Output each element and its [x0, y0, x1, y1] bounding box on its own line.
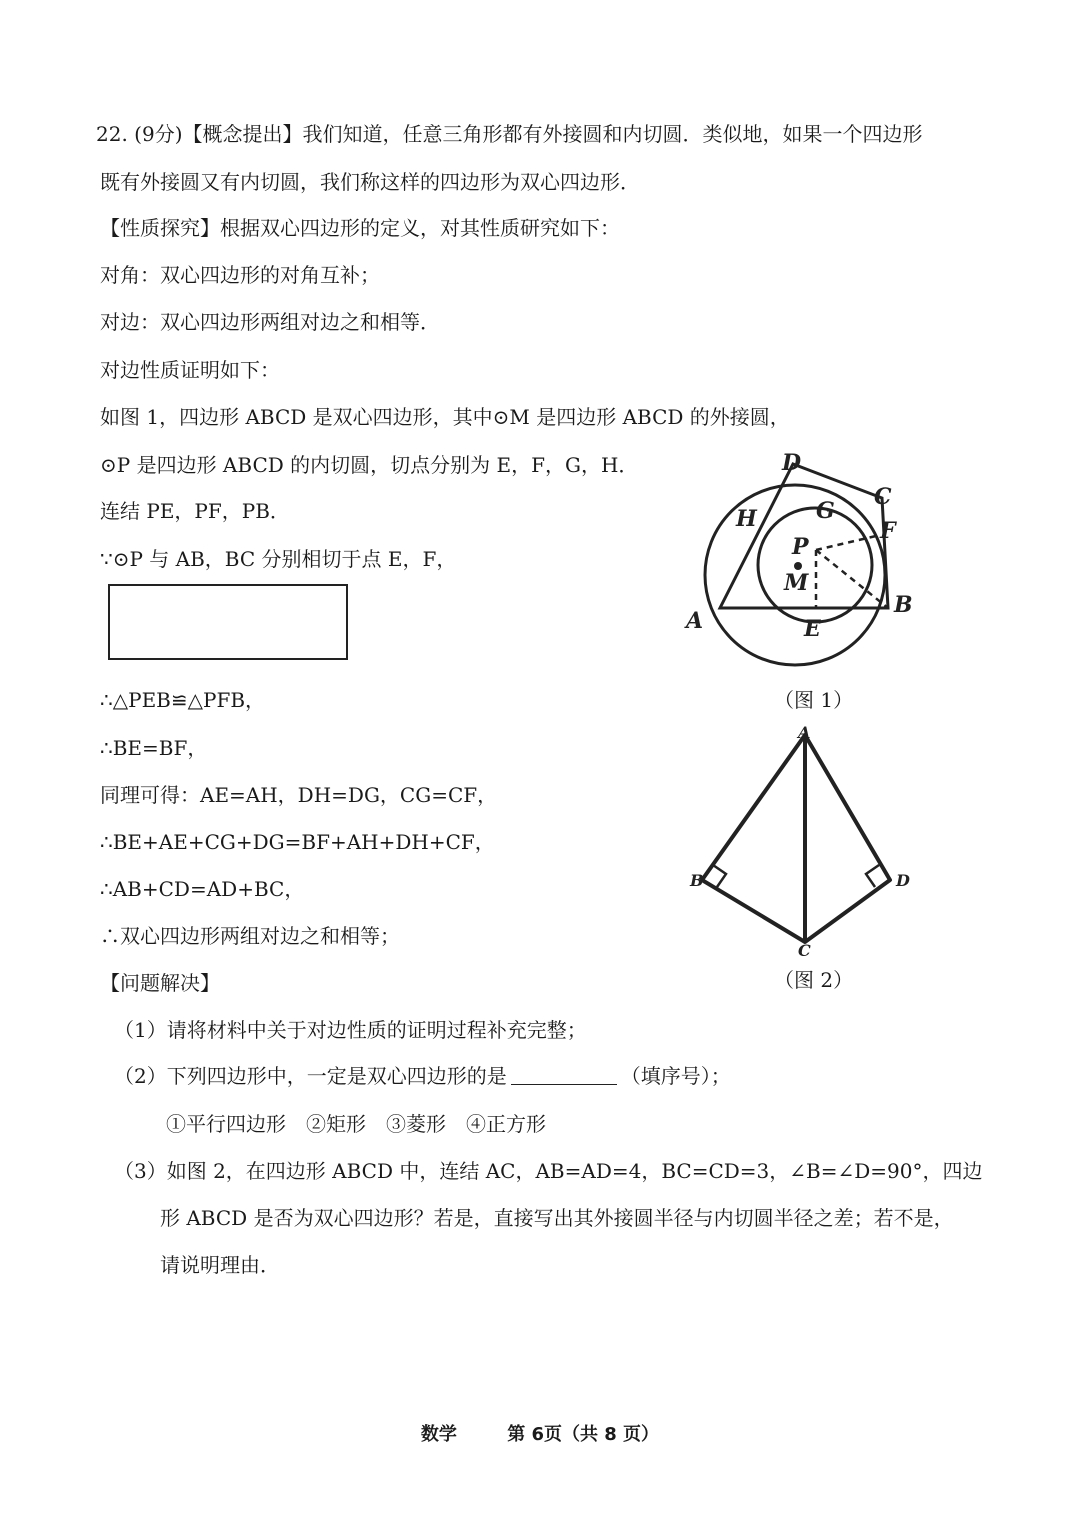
label-b: B [894, 592, 913, 618]
question-1: （1）请将材料中关于对边性质的证明过程补充完整； [114, 1018, 587, 1042]
fig2-label-d: D [896, 871, 910, 890]
answer-box[interactable] [108, 584, 348, 660]
question-2-text: （2）下列四边形中，一定是双心四边形的是 [114, 1064, 507, 1088]
label-h: H [736, 506, 757, 532]
question-3-line-3: 请说明理由． [160, 1253, 280, 1277]
proof-line-1: 如图 1，四边形 ABCD 是双心四边形，其中⊙M 是四边形 ABCD 的外接圆， [100, 405, 790, 429]
figure-2-caption: （图 2） [774, 968, 854, 992]
right-angle-d [866, 865, 879, 887]
proof-line-5: ∴△PEB≌△PFB， [100, 688, 266, 712]
label-a: A [686, 608, 704, 634]
fig2-label-c: C [798, 941, 811, 960]
proof-line-8: ∴BE+AE+CG+DG=BF+AH+DH+CF， [100, 830, 495, 854]
proof-intro: 对边性质证明如下： [100, 358, 280, 382]
proof-line-9: ∴AB+CD=AD+BC， [100, 877, 305, 901]
kite-abcd [702, 735, 890, 942]
right-angle-b [713, 865, 726, 887]
question-2-suffix: （填序号）； [620, 1064, 731, 1088]
problem-header: 22. (9分)【概念提出】我们知道，任意三角形都有外接圆和内切圆．类似地，如果一个四边形 [96, 122, 923, 146]
solve-title: 【问题解决】 [100, 971, 220, 995]
proof-line-2: ⊙P 是四边形 ABCD 的内切圆，切点分别为 E，F，G，H． [100, 453, 639, 477]
label-d: D [782, 450, 802, 476]
label-p: P [792, 534, 809, 560]
question-2 [114, 1062, 731, 1090]
angle-property: 对角：双心四边形的对角互补； [100, 263, 380, 287]
problem-header-cont: 既有外接圆又有内切圆，我们称这样的四边形为双心四边形． [100, 170, 640, 194]
question-3-line-1: （3）如图 2，在四边形 ABCD 中，连结 AC，AB=AD=4，BC=CD=3，∠B=∠D=90°，四边 [114, 1159, 983, 1183]
figure-2 [680, 720, 920, 960]
question-2-blank[interactable] [511, 1064, 617, 1085]
label-c: C [874, 484, 892, 510]
figure-1-caption: （图 1） [774, 688, 854, 712]
figure-1 [680, 440, 930, 680]
label-g: G [816, 498, 835, 524]
proof-line-6: ∴BE=BF， [100, 736, 208, 760]
footer-subject: 数学 [420, 1424, 457, 1445]
label-f: F [880, 518, 896, 544]
segment-pb [816, 550, 888, 608]
label-m: M [784, 570, 809, 596]
explore-title: 【性质探究】根据双心四边形的定义，对其性质研究如下： [100, 216, 620, 240]
label-e: E [804, 616, 821, 642]
question-2-options: ①平行四边形 ②矩形 ③菱形 ④正方形 [166, 1112, 546, 1136]
point-m [794, 562, 802, 570]
footer-page: 第 6页（共 8 页） [507, 1424, 660, 1445]
page-footer [0, 1420, 1080, 1446]
question-3-line-2: 形 ABCD 是否为双心四边形？若是，直接写出其外接圆半径与内切圆半径之差；若不是， [160, 1206, 954, 1230]
side-property: 对边：双心四边形两组对边之和相等． [100, 310, 440, 334]
proof-line-4: ∵⊙P 与 AB，BC 分别相切于点 E，F， [100, 547, 457, 571]
proof-line-3: 连结 PE，PF，PB． [100, 499, 290, 523]
proof-line-10: ∴双心四边形两组对边之和相等； [100, 924, 400, 948]
proof-line-7: 同理可得：AE=AH，DH=DG，CG=CF， [100, 783, 498, 807]
fig2-label-b: B [690, 871, 704, 890]
fig2-label-a: A [798, 723, 811, 742]
